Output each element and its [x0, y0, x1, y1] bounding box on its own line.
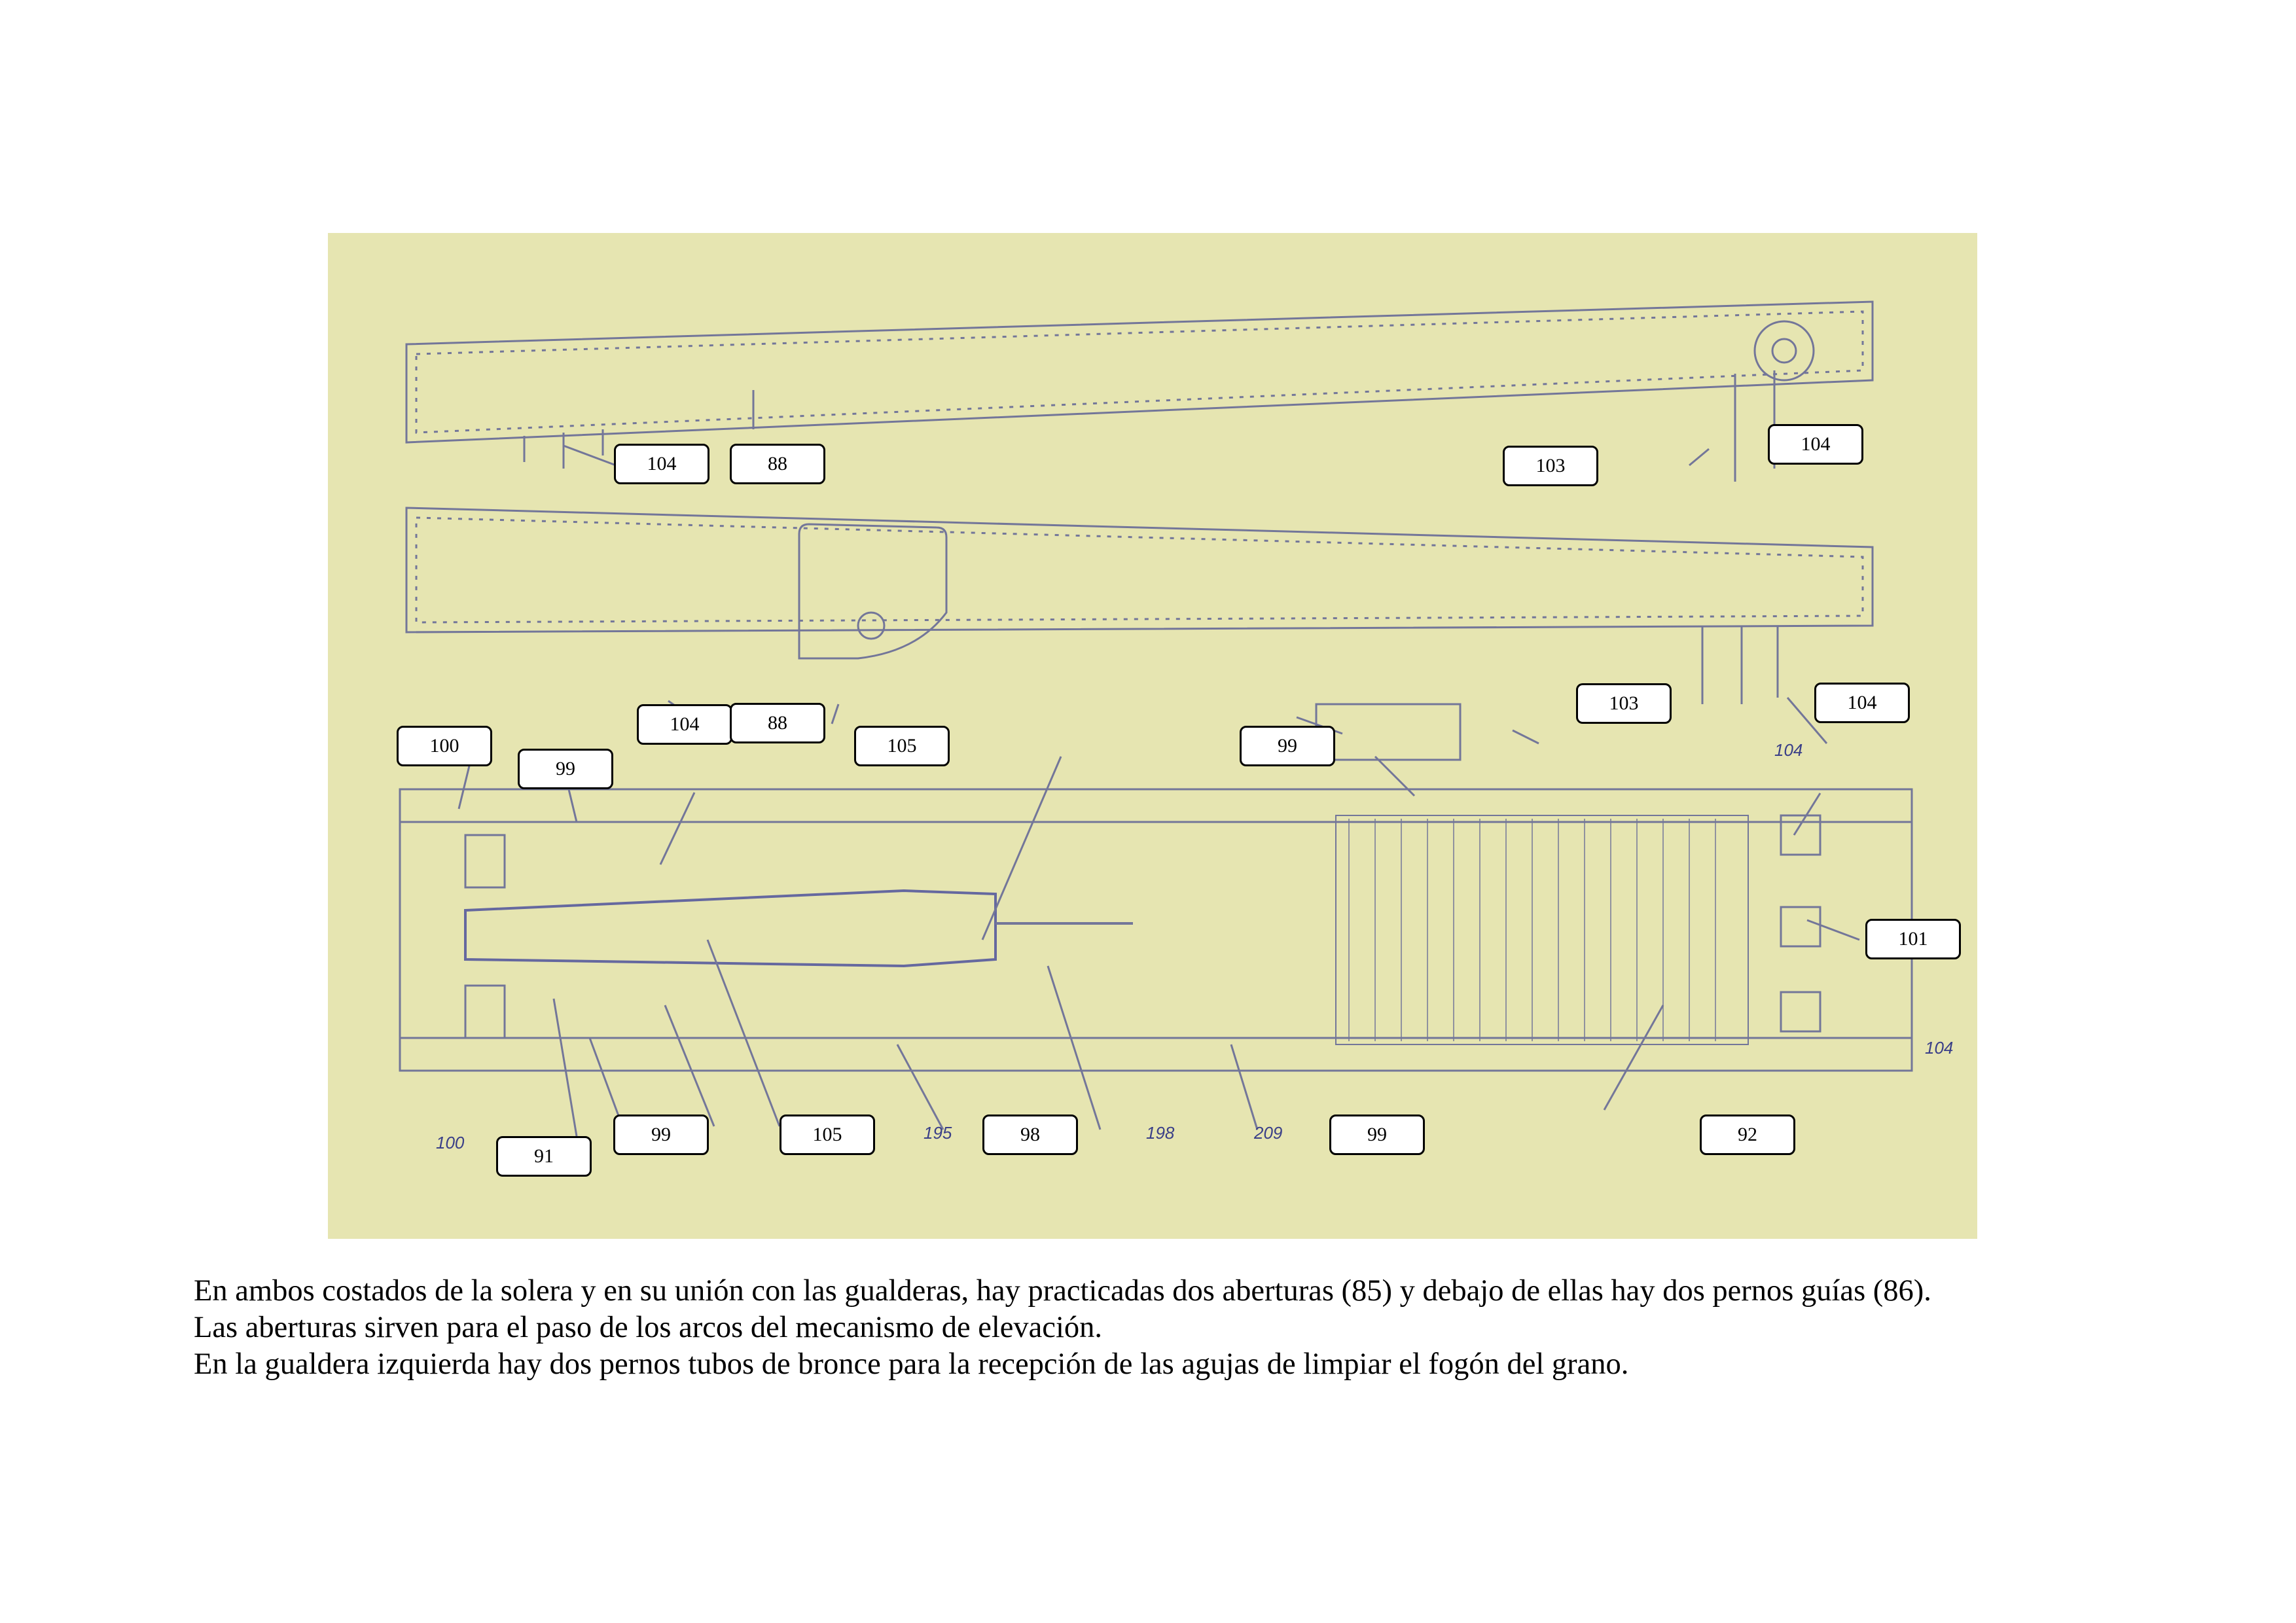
callout-88-b: 88: [730, 703, 825, 743]
upper-trail-outline: [406, 302, 1873, 442]
handwritten-label-104-a: 104: [1774, 740, 1803, 760]
callout-99-a: 99: [518, 749, 613, 789]
callout-104-c: 104: [637, 704, 732, 745]
technical-drawing: [328, 233, 1977, 1239]
handwritten-label-195: 195: [924, 1123, 952, 1143]
caption-text: [194, 1273, 2157, 1383]
callout-104-d: 104: [1814, 683, 1910, 723]
caption-line-1: En ambos costados de la solera y en su unión con las gualderas, hay practicadas dos aberturas (85) y debajo de ellas hay dos pernos guías (86).: [194, 1274, 1931, 1308]
callout-100: 100: [397, 726, 492, 766]
trail-eye-ring: [1755, 321, 1814, 380]
plan-view-grille: [1336, 815, 1748, 1044]
lower-trail-outline: [406, 508, 1873, 632]
handwritten-label-209: 209: [1254, 1123, 1283, 1143]
callout-92: 92: [1700, 1115, 1795, 1155]
callout-99-b: 99: [1240, 726, 1335, 766]
plan-view-cylinder: [465, 891, 996, 966]
caption-line-3: En la gualdera izquierda hay dos pernos tubos de bronce para la recepción de las agujas de limpiar el fogón del grano.: [194, 1347, 1629, 1381]
callout-104-a: 104: [614, 444, 709, 484]
callout-105-b: 105: [780, 1115, 875, 1155]
plan-view-frame: [400, 789, 1912, 1071]
callout-99-c: 99: [613, 1115, 709, 1155]
callout-88-a: 88: [730, 444, 825, 484]
drawing-linework: [328, 233, 1977, 1239]
callout-99-d: 99: [1329, 1115, 1425, 1155]
callout-104-b: 104: [1768, 424, 1863, 465]
caption-line-2: Las aberturas sirven para el paso de los arcos del mecanismo de elevación.: [194, 1311, 1102, 1344]
callout-101: 101: [1865, 919, 1961, 959]
callout-103-a: 103: [1503, 446, 1598, 486]
handwritten-label-198: 198: [1146, 1123, 1175, 1143]
callout-105-a: 105: [854, 726, 950, 766]
callout-103-b: 103: [1576, 683, 1672, 724]
callout-98: 98: [982, 1115, 1078, 1155]
handwritten-label-104-b: 104: [1925, 1038, 1954, 1058]
handwritten-label-100: 100: [436, 1133, 465, 1152]
callout-91: 91: [496, 1136, 592, 1177]
